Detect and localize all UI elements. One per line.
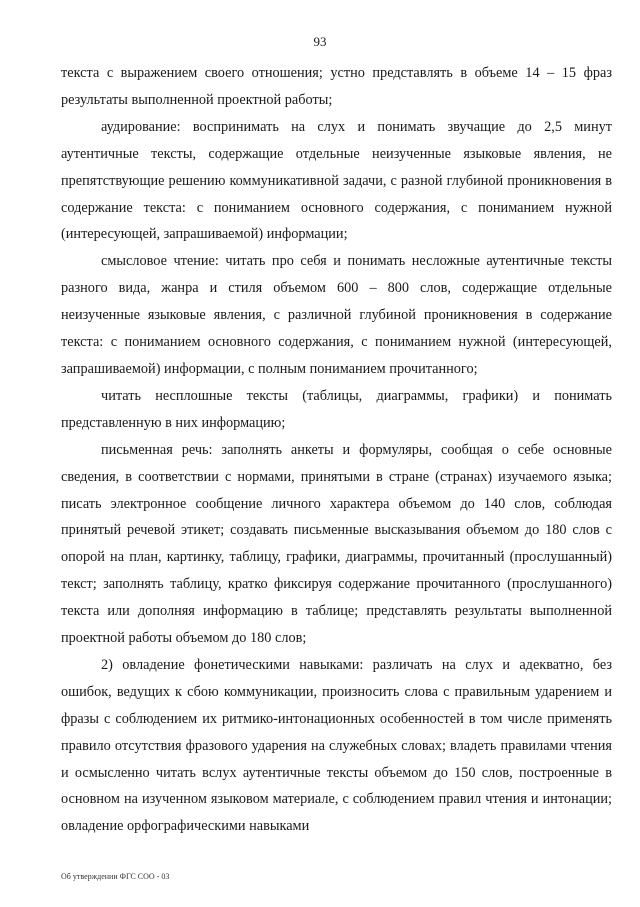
page-number: 93 bbox=[313, 34, 327, 49]
paragraph-writing: письменная речь: заполнять анкеты и формуляры, сообщая о себе основные сведения, в соответствии с нормами, принятыми в стране (странах) изучаемого языка; писать электронное сообщение личного характера объемом до 140 слов, соблюдая принятый речевой этикет; создавать письменные высказывания объемом до 180 слов с опорой на план, картинку, таблицу, графики, диаграммы, прочитанный (прослушанный) текст; заполнять таблицу, кратко фиксируя содержание прочитанного (прослушанного) текста или дополняя информацию в таблице; представлять результаты выполненной проектной работы объемом до 180 слов; bbox=[61, 441, 612, 647]
body-text bbox=[61, 60, 612, 840]
paragraph-non-continuous-texts: читать несплошные тексты (таблицы, диаграммы, графики) и понимать представленную в них информацию; bbox=[61, 387, 612, 431]
paragraph-reading: смысловое чтение: читать про себя и понимать несложные аутентичные тексты разного вида, жанра и стиля объемом 600 – 800 слов, содержащие отдельные неизученные языковые явления, с различной глубиной проникновения в содержание текста: с пониманием основного содержания, с пониманием нужной (интересующей, запрашиваемой) информации, с полным пониманием прочитанного; bbox=[61, 253, 612, 377]
paragraph-phonetic-skills: 2) овладение фонетическими навыками: различать на слух и адекватно, без ошибок, ведущих к сбою коммуникации, произносить слова с правильным ударением и фразы с соблюдением их ритмико-интонационных особенностей в том числе применять правило отсутствия фразового ударения на служебных словах; владеть правилами чтения и осмысленно читать вслух аутентичные тексты объемом до 150 слов, построенные в основном на изученном языковом материале, с соблюдением правил чтения и интонации; овладение орфографическими навыками bbox=[61, 656, 612, 835]
paragraph-continuation: текста с выражением своего отношения; устно представлять в объеме 14 – 15 фраз результаты выполненной проектной работы; bbox=[61, 65, 612, 108]
paragraph-listening: аудирование: воспринимать на слух и понимать звучащие до 2,5 минут аутентичные тексты, содержащие отдельные неизученные языковые явления, не препятствующие решению коммуникативной задачи, с разной глубиной проникновения в содержание текста: с пониманием основного содержания, с пониманием нужной (интересующей, запрашиваемой) информации; bbox=[61, 118, 612, 243]
document-footer: Об утверждении ФГС СОО - 03 bbox=[61, 872, 170, 881]
